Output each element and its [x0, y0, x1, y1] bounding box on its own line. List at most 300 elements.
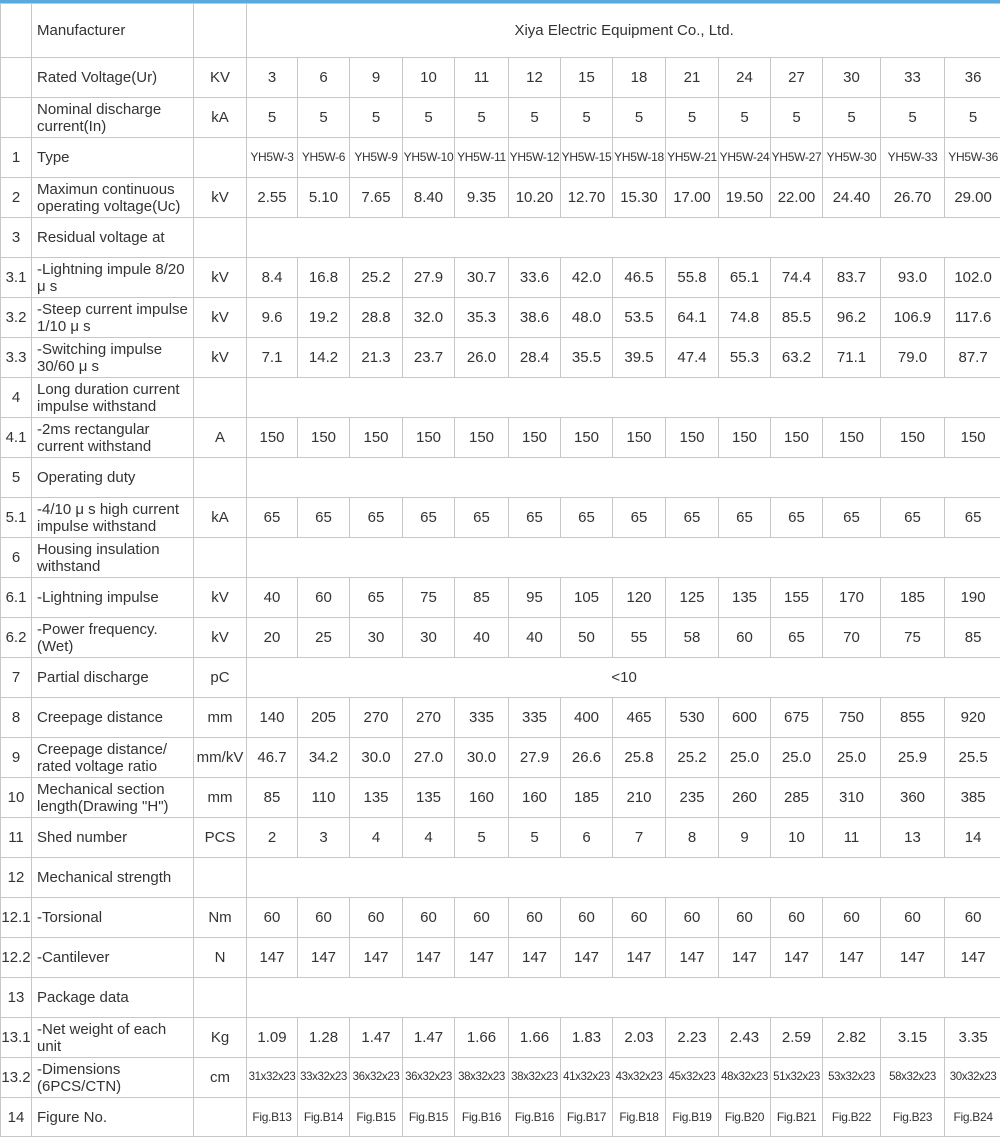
empty-value-cell — [247, 458, 1000, 498]
value-cell: 60 — [561, 898, 613, 938]
value-cell: 85 — [247, 778, 298, 818]
value-cell: 1.66 — [509, 1018, 561, 1058]
row-number-cell: 13 — [1, 978, 32, 1018]
spec-row — [1, 658, 1000, 698]
value-cell: 750 — [823, 698, 881, 738]
value-cell: 147 — [945, 938, 1000, 978]
value-cell: 5.10 — [298, 178, 350, 218]
value-cell: YH5W-15 — [561, 138, 613, 178]
value-cell: 60 — [719, 898, 771, 938]
row-number-cell: 8 — [1, 698, 32, 738]
value-cell: 9.35 — [455, 178, 509, 218]
value-cell: 20 — [247, 618, 298, 658]
value-cell: 25.2 — [666, 738, 719, 778]
parameter-name-cell: Residual voltage at — [32, 218, 194, 258]
value-cell: 27.9 — [509, 738, 561, 778]
value-cell: 3.35 — [945, 1018, 1000, 1058]
parameter-name-cell: Partial discharge — [32, 658, 194, 698]
value-cell: 35.3 — [455, 298, 509, 338]
spec-row — [1, 1018, 1000, 1058]
value-cell: 855 — [881, 698, 945, 738]
value-cell: 335 — [509, 698, 561, 738]
parameter-name-cell: -4/10 μ s high current impulse withstand — [32, 498, 194, 538]
row-number-cell: 5.1 — [1, 498, 32, 538]
value-cell: 96.2 — [823, 298, 881, 338]
value-cell: 28.8 — [350, 298, 403, 338]
value-cell: 14.2 — [298, 338, 350, 378]
value-cell: 24.40 — [823, 178, 881, 218]
row-number-cell: 12.1 — [1, 898, 32, 938]
value-cell: 65 — [509, 498, 561, 538]
value-cell: 5 — [455, 98, 509, 138]
spec-row — [1, 738, 1000, 778]
parameter-name-cell: Housing insulation withstand — [32, 538, 194, 578]
row-number-cell: 6.1 — [1, 578, 32, 618]
value-cell: 205 — [298, 698, 350, 738]
value-cell: 150 — [455, 418, 509, 458]
value-cell: 64.1 — [666, 298, 719, 338]
spec-row — [1, 1098, 1000, 1137]
value-cell: 18 — [613, 58, 666, 98]
value-cell: Fig.B15 — [350, 1098, 403, 1137]
value-cell: YH5W-11 — [455, 138, 509, 178]
value-cell: 65 — [666, 498, 719, 538]
value-cell: 60 — [350, 898, 403, 938]
value-cell: 29.00 — [945, 178, 1000, 218]
row-number-cell: 3.2 — [1, 298, 32, 338]
value-cell: 93.0 — [881, 258, 945, 298]
value-cell: 60 — [613, 898, 666, 938]
value-cell: YH5W-3 — [247, 138, 298, 178]
value-cell: 48.0 — [561, 298, 613, 338]
value-cell: 30 — [403, 618, 455, 658]
value-cell: YH5W-24 — [719, 138, 771, 178]
value-cell: 70 — [823, 618, 881, 658]
row-number-cell: 10 — [1, 778, 32, 818]
value-cell: 34.2 — [298, 738, 350, 778]
value-cell: 10 — [771, 818, 823, 858]
spec-row — [1, 618, 1000, 658]
value-cell: 150 — [881, 418, 945, 458]
value-cell: 14 — [945, 818, 1000, 858]
value-cell: 117.6 — [945, 298, 1000, 338]
value-cell: 5 — [403, 98, 455, 138]
spec-row — [1, 258, 1000, 298]
value-cell: Fig.B21 — [771, 1098, 823, 1137]
value-cell: 7 — [613, 818, 666, 858]
specification-table — [0, 3, 1000, 1137]
value-cell: 147 — [455, 938, 509, 978]
value-cell: 55.8 — [666, 258, 719, 298]
value-cell: 2.43 — [719, 1018, 771, 1058]
spec-row — [1, 218, 1000, 258]
value-cell: 150 — [403, 418, 455, 458]
value-cell: 5 — [247, 98, 298, 138]
row-number-cell: 13.2 — [1, 1058, 32, 1098]
value-cell: 30 — [823, 58, 881, 98]
row-number-cell: 6.2 — [1, 618, 32, 658]
empty-value-cell — [247, 218, 1000, 258]
value-cell: 58x32x23 — [881, 1058, 945, 1098]
value-cell: 150 — [561, 418, 613, 458]
unit-cell: kA — [194, 498, 247, 538]
value-cell: 17.00 — [666, 178, 719, 218]
value-cell: Fig.B18 — [613, 1098, 666, 1137]
value-cell: 106.9 — [881, 298, 945, 338]
row-number-cell: 3.3 — [1, 338, 32, 378]
row-number-cell: 3 — [1, 218, 32, 258]
spec-row — [1, 418, 1000, 458]
spec-row — [1, 898, 1000, 938]
value-cell: 55 — [613, 618, 666, 658]
value-cell: 85 — [945, 618, 1000, 658]
value-cell: 360 — [881, 778, 945, 818]
spec-row — [1, 58, 1000, 98]
value-cell: 105 — [561, 578, 613, 618]
value-cell: Fig.B19 — [666, 1098, 719, 1137]
row-number-cell: 13.1 — [1, 1018, 32, 1058]
spec-row — [1, 778, 1000, 818]
value-cell: 27.0 — [403, 738, 455, 778]
value-cell: 147 — [881, 938, 945, 978]
empty-value-cell — [247, 538, 1000, 578]
value-cell: 19.2 — [298, 298, 350, 338]
spec-row — [1, 698, 1000, 738]
value-cell: Fig.B16 — [455, 1098, 509, 1137]
value-cell: 26.6 — [561, 738, 613, 778]
value-cell: 65 — [771, 498, 823, 538]
spec-row — [1, 578, 1000, 618]
value-cell: 465 — [613, 698, 666, 738]
value-cell: 65.1 — [719, 258, 771, 298]
unit-cell: mm/kV — [194, 738, 247, 778]
value-cell: 40 — [455, 618, 509, 658]
empty-value-cell — [247, 978, 1000, 1018]
spec-row — [1, 458, 1000, 498]
parameter-name-cell: -Torsional — [32, 898, 194, 938]
value-cell: 79.0 — [881, 338, 945, 378]
value-cell: 65 — [561, 498, 613, 538]
value-cell: 5 — [613, 98, 666, 138]
parameter-name-cell: -Lightning impule 8/20 μ s — [32, 258, 194, 298]
value-cell: 3.15 — [881, 1018, 945, 1058]
row-number-cell: 6 — [1, 538, 32, 578]
value-cell: 147 — [403, 938, 455, 978]
unit-cell: kA — [194, 98, 247, 138]
value-cell: 65 — [945, 498, 1000, 538]
value-cell: 1.28 — [298, 1018, 350, 1058]
value-cell: 15.30 — [613, 178, 666, 218]
value-cell: 30x32x23 — [945, 1058, 1000, 1098]
spec-row — [1, 938, 1000, 978]
value-cell: 60 — [771, 898, 823, 938]
value-cell: 150 — [945, 418, 1000, 458]
value-cell: 55.3 — [719, 338, 771, 378]
value-cell: 2.82 — [823, 1018, 881, 1058]
value-cell: 600 — [719, 698, 771, 738]
value-cell: 65 — [403, 498, 455, 538]
value-cell: 65 — [350, 578, 403, 618]
value-cell: 60 — [403, 898, 455, 938]
value-cell: 63.2 — [771, 338, 823, 378]
row-number-cell: 1 — [1, 138, 32, 178]
value-cell: 28.4 — [509, 338, 561, 378]
value-cell: 33.6 — [509, 258, 561, 298]
value-cell: 150 — [613, 418, 666, 458]
value-cell: 2.55 — [247, 178, 298, 218]
manufacturer-row — [1, 4, 1000, 58]
row-number-cell: 2 — [1, 178, 32, 218]
spec-row — [1, 138, 1000, 178]
value-cell: 140 — [247, 698, 298, 738]
spec-row — [1, 378, 1000, 418]
value-cell: 147 — [350, 938, 403, 978]
value-cell: 60 — [298, 898, 350, 938]
value-cell: 1.66 — [455, 1018, 509, 1058]
value-cell: 65 — [247, 498, 298, 538]
value-cell: 27 — [771, 58, 823, 98]
value-cell: 21.3 — [350, 338, 403, 378]
unit-cell: kV — [194, 618, 247, 658]
parameter-name-cell: Mechanical strength — [32, 858, 194, 898]
parameter-name-cell: Package data — [32, 978, 194, 1018]
value-cell: 19.50 — [719, 178, 771, 218]
parameter-name-cell: -Cantilever — [32, 938, 194, 978]
value-cell: 310 — [823, 778, 881, 818]
value-cell: 33x32x23 — [298, 1058, 350, 1098]
row-number-cell: 9 — [1, 738, 32, 778]
value-cell: 31x32x23 — [247, 1058, 298, 1098]
value-cell: 150 — [298, 418, 350, 458]
value-cell: 155 — [771, 578, 823, 618]
value-cell: 53.5 — [613, 298, 666, 338]
value-cell: 5 — [561, 98, 613, 138]
value-cell: 85 — [455, 578, 509, 618]
value-cell: 135 — [719, 578, 771, 618]
value-cell: 87.7 — [945, 338, 1000, 378]
value-cell: 135 — [350, 778, 403, 818]
value-cell: 1.47 — [403, 1018, 455, 1058]
value-cell: 150 — [509, 418, 561, 458]
spec-row — [1, 978, 1000, 1018]
value-cell: 36x32x23 — [403, 1058, 455, 1098]
value-cell: 1.83 — [561, 1018, 613, 1058]
value-cell: 21 — [666, 58, 719, 98]
value-cell: 74.4 — [771, 258, 823, 298]
value-cell: 25 — [298, 618, 350, 658]
value-cell: 10 — [403, 58, 455, 98]
unit-cell: cm — [194, 1058, 247, 1098]
value-cell: 13 — [881, 818, 945, 858]
value-cell: 190 — [945, 578, 1000, 618]
value-cell: 65 — [350, 498, 403, 538]
value-cell: 5 — [350, 98, 403, 138]
value-cell: 185 — [881, 578, 945, 618]
value-cell: 38.6 — [509, 298, 561, 338]
value-cell: 147 — [666, 938, 719, 978]
value-cell: Fig.B20 — [719, 1098, 771, 1137]
value-cell: 74.8 — [719, 298, 771, 338]
value-cell: 40 — [509, 618, 561, 658]
parameter-name-cell: -Switching impulse 30/60 μ s — [32, 338, 194, 378]
value-cell: 65 — [881, 498, 945, 538]
row-number-cell — [1, 98, 32, 138]
value-cell: 60 — [881, 898, 945, 938]
value-cell: YH5W-33 — [881, 138, 945, 178]
value-cell: 4 — [350, 818, 403, 858]
value-cell: 46.5 — [613, 258, 666, 298]
value-cell: 147 — [613, 938, 666, 978]
value-cell: 260 — [719, 778, 771, 818]
unit-cell — [194, 4, 247, 58]
value-cell: 60 — [509, 898, 561, 938]
value-cell: 8 — [666, 818, 719, 858]
value-cell: 36x32x23 — [350, 1058, 403, 1098]
value-cell: 25.9 — [881, 738, 945, 778]
value-cell: 2 — [247, 818, 298, 858]
value-cell: 10.20 — [509, 178, 561, 218]
value-cell: 5 — [509, 98, 561, 138]
value-cell: 4 — [403, 818, 455, 858]
value-cell: 147 — [509, 938, 561, 978]
value-cell: 35.5 — [561, 338, 613, 378]
value-cell: 147 — [561, 938, 613, 978]
unit-cell — [194, 538, 247, 578]
value-cell: 75 — [881, 618, 945, 658]
value-cell: 147 — [719, 938, 771, 978]
value-cell: 270 — [403, 698, 455, 738]
value-cell: 42.0 — [561, 258, 613, 298]
row-number-cell: 11 — [1, 818, 32, 858]
value-cell: 11 — [455, 58, 509, 98]
unit-cell — [194, 858, 247, 898]
parameter-name-cell: -Net weight of each unit — [32, 1018, 194, 1058]
value-cell: YH5W-18 — [613, 138, 666, 178]
value-cell: Fig.B15 — [403, 1098, 455, 1137]
value-cell: YH5W-6 — [298, 138, 350, 178]
parameter-name-cell: -Dimensions (6PCS/CTN) — [32, 1058, 194, 1098]
unit-cell: kV — [194, 258, 247, 298]
value-cell: Fig.B24 — [945, 1098, 1000, 1137]
value-cell: 83.7 — [823, 258, 881, 298]
parameter-name-cell: -Lightning impulse — [32, 578, 194, 618]
value-cell: 120 — [613, 578, 666, 618]
value-cell: 285 — [771, 778, 823, 818]
value-cell: 9.6 — [247, 298, 298, 338]
value-cell: 5 — [945, 98, 1000, 138]
value-cell: 38x32x23 — [455, 1058, 509, 1098]
value-cell: 385 — [945, 778, 1000, 818]
value-cell: 60 — [298, 578, 350, 618]
value-cell: YH5W-10 — [403, 138, 455, 178]
row-number-cell: 5 — [1, 458, 32, 498]
value-cell: 150 — [771, 418, 823, 458]
empty-value-cell — [247, 858, 1000, 898]
value-cell: 8.40 — [403, 178, 455, 218]
value-cell: 58 — [666, 618, 719, 658]
value-cell: 60 — [455, 898, 509, 938]
value-cell: 150 — [247, 418, 298, 458]
value-cell: 26.70 — [881, 178, 945, 218]
value-cell: 48x32x23 — [719, 1058, 771, 1098]
value-cell: 12.70 — [561, 178, 613, 218]
value-cell: 7.65 — [350, 178, 403, 218]
value-cell: 8.4 — [247, 258, 298, 298]
unit-cell — [194, 138, 247, 178]
unit-cell — [194, 978, 247, 1018]
parameter-name-cell: Creepage distance/ rated voltage ratio — [32, 738, 194, 778]
value-cell: 335 — [455, 698, 509, 738]
spec-row — [1, 1058, 1000, 1098]
value-cell: 25.8 — [613, 738, 666, 778]
spanned-value-cell: <10 — [247, 658, 1000, 698]
unit-cell: mm — [194, 698, 247, 738]
value-cell: 110 — [298, 778, 350, 818]
value-cell: 3 — [247, 58, 298, 98]
value-cell: Fig.B22 — [823, 1098, 881, 1137]
value-cell: 12 — [509, 58, 561, 98]
row-number-cell — [1, 58, 32, 98]
value-cell: YH5W-27 — [771, 138, 823, 178]
value-cell: 43x32x23 — [613, 1058, 666, 1098]
value-cell: 210 — [613, 778, 666, 818]
unit-cell: A — [194, 418, 247, 458]
row-number-cell: 14 — [1, 1098, 32, 1137]
value-cell: 25.0 — [823, 738, 881, 778]
value-cell: 160 — [509, 778, 561, 818]
value-cell: 25.5 — [945, 738, 1000, 778]
value-cell: 2.59 — [771, 1018, 823, 1058]
value-cell: 125 — [666, 578, 719, 618]
value-cell: 60 — [719, 618, 771, 658]
value-cell: 85.5 — [771, 298, 823, 338]
value-cell: Fig.B13 — [247, 1098, 298, 1137]
value-cell: 5 — [666, 98, 719, 138]
row-number-cell: 12.2 — [1, 938, 32, 978]
empty-value-cell — [247, 378, 1000, 418]
parameter-name-cell: Operating duty — [32, 458, 194, 498]
spec-row — [1, 858, 1000, 898]
value-cell: 75 — [403, 578, 455, 618]
unit-cell — [194, 218, 247, 258]
value-cell: 60 — [247, 898, 298, 938]
value-cell: 25.2 — [350, 258, 403, 298]
value-cell: 675 — [771, 698, 823, 738]
value-cell: 9 — [719, 818, 771, 858]
unit-cell: Kg — [194, 1018, 247, 1058]
value-cell: 60 — [945, 898, 1000, 938]
value-cell: 65 — [719, 498, 771, 538]
value-cell: 147 — [823, 938, 881, 978]
value-cell: 65 — [613, 498, 666, 538]
value-cell: 6 — [561, 818, 613, 858]
value-cell: 5 — [719, 98, 771, 138]
value-cell: 150 — [823, 418, 881, 458]
value-cell: 41x32x23 — [561, 1058, 613, 1098]
value-cell: 5 — [509, 818, 561, 858]
parameter-name-cell: -Steep current impulse 1/10 μ s — [32, 298, 194, 338]
parameter-name-cell: Long duration current impulse withstand — [32, 378, 194, 418]
value-cell: 1.47 — [350, 1018, 403, 1058]
parameter-name-cell: Rated Voltage(Ur) — [32, 58, 194, 98]
value-cell: 5 — [455, 818, 509, 858]
value-cell: YH5W-30 — [823, 138, 881, 178]
value-cell: 45x32x23 — [666, 1058, 719, 1098]
value-cell: 24 — [719, 58, 771, 98]
value-cell: 102.0 — [945, 258, 1000, 298]
value-cell: 5 — [771, 98, 823, 138]
value-cell: 9 — [350, 58, 403, 98]
